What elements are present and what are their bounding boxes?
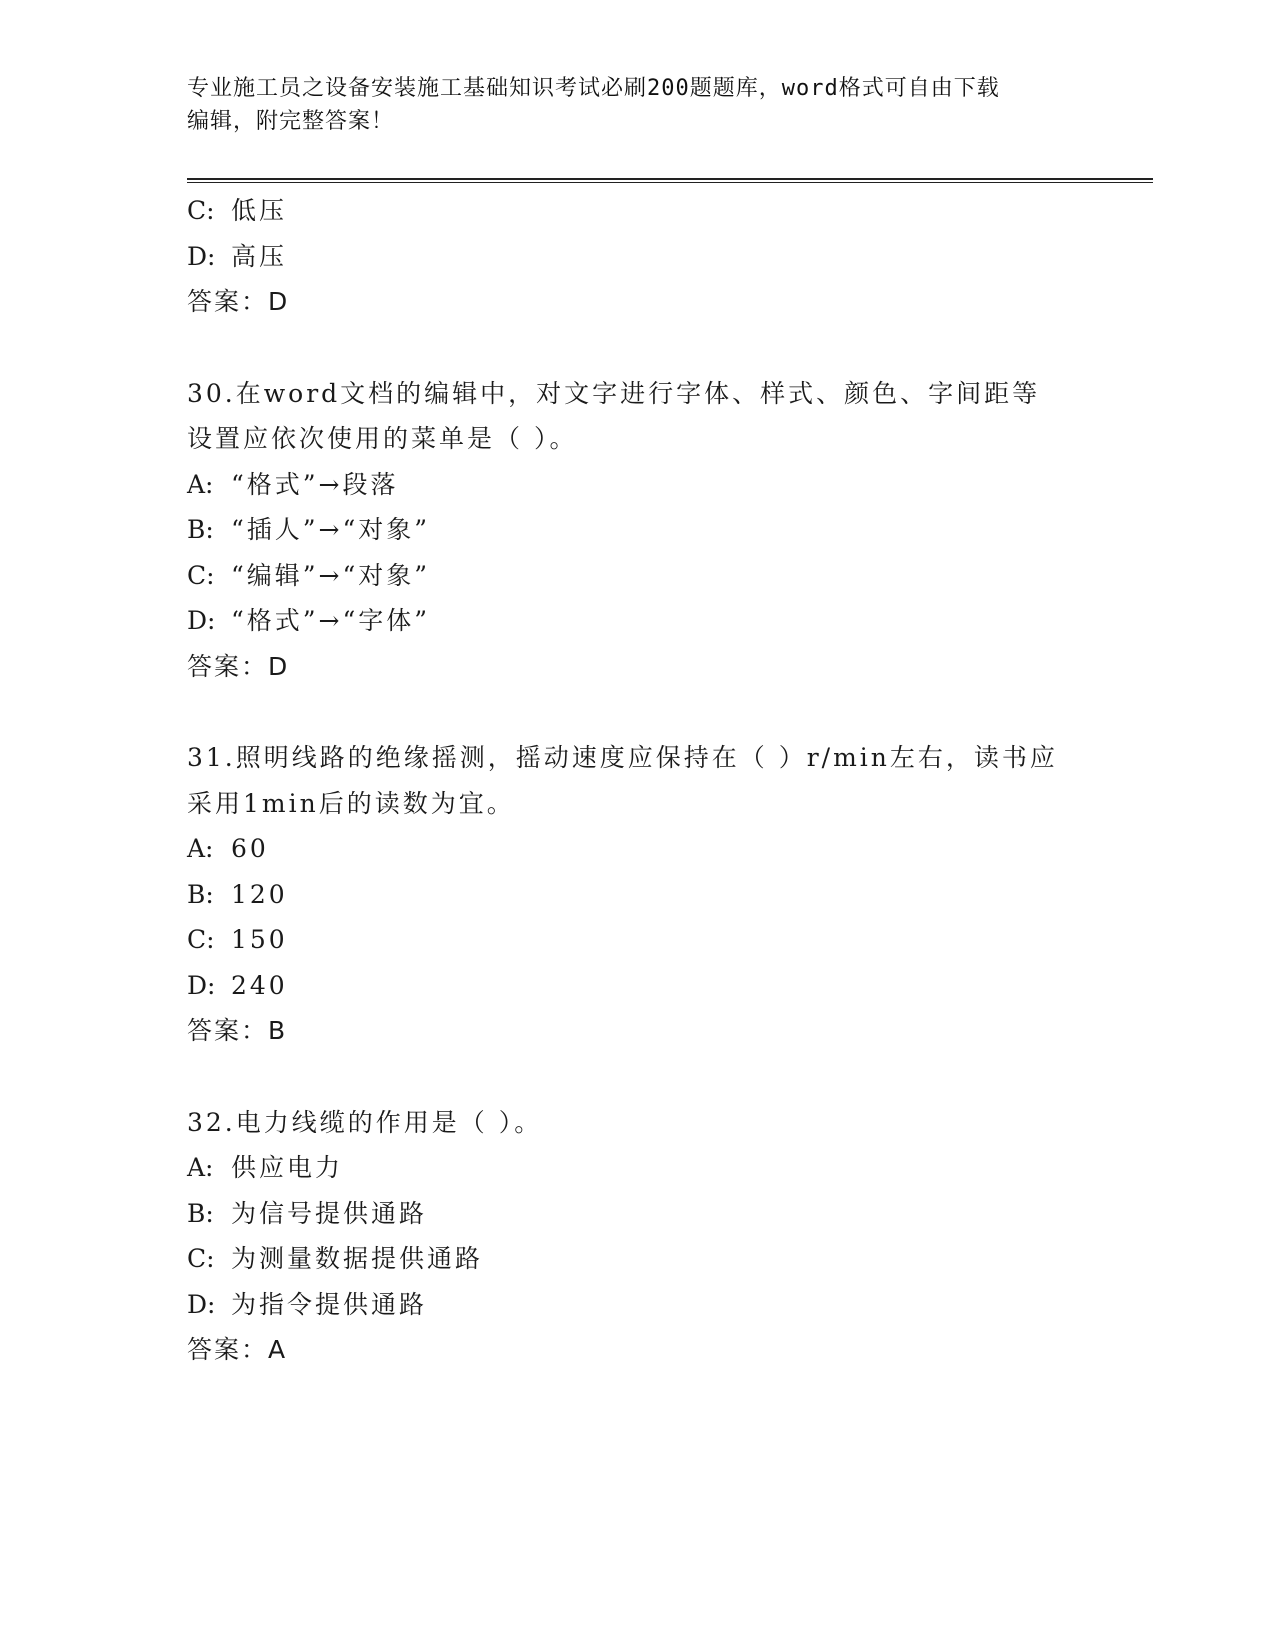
option-text: “格式”→“字体” [231, 606, 431, 635]
option-text: “格式”→段落 [231, 469, 399, 499]
option-a [187, 1145, 1153, 1191]
option-text: 120 [231, 879, 288, 909]
option-d [187, 963, 1153, 1009]
option-letter: B: [187, 879, 214, 909]
option-letter: A: [187, 834, 214, 863]
option-b [187, 1191, 1153, 1237]
option-text: 低压 [231, 196, 288, 225]
option-text: 150 [231, 925, 288, 954]
question-30 [187, 371, 1153, 690]
option-letter: C: [187, 560, 215, 590]
option-b [187, 872, 1153, 918]
option-letter: A: [187, 1153, 214, 1182]
question-text-line-1: 30.在word文档的编辑中，对文字进行字体、样式、颜色、字间距等 [187, 378, 1041, 408]
option-letter: D: [187, 1289, 216, 1319]
option-text: 高压 [231, 241, 288, 271]
header-line-1: 专业施工员之设备安装施工基础知识考试必刷200题题库，word格式可自由下载 [187, 76, 1000, 101]
answer-line: 答案：A [187, 1335, 288, 1364]
option-text: 240 [231, 970, 288, 1000]
option-text: 为指令提供通路 [231, 1289, 428, 1319]
header-line-2: 编辑，附完整答案！ [187, 109, 395, 134]
option-letter: B: [187, 515, 214, 544]
option-b [187, 507, 1153, 553]
option-text: 供应电力 [231, 1153, 344, 1182]
question-text-line-1: 31.照明线路的绝缘摇测，摇动速度应保持在（ ）r/min左右，读书应 [187, 743, 1058, 772]
answer-line: 答案：D [187, 287, 290, 316]
option-a [187, 826, 1153, 872]
option-c [187, 1236, 1153, 1282]
question-32 [187, 1100, 1153, 1373]
option-letter: C: [187, 925, 215, 954]
option-text: “插人”→“对象” [231, 515, 431, 544]
option-text: 60 [231, 834, 269, 863]
option-letter: D: [187, 606, 216, 635]
option-a [187, 462, 1153, 508]
question-text-line-2: 设置应依次使用的菜单是（ ）。 [187, 424, 578, 453]
header-divider-bottom [187, 182, 1153, 183]
option-letter: A: [187, 469, 214, 499]
option-letter: C: [187, 196, 215, 225]
question-29-continuation [187, 188, 1153, 325]
option-text: 为测量数据提供通路 [231, 1244, 484, 1273]
option-text: 为信号提供通路 [231, 1198, 428, 1228]
question-text-line-2: 采用1min后的读数为宜。 [187, 788, 515, 818]
option-d [187, 234, 1153, 280]
question-text-line-1: 32.电力线缆的作用是（ ）。 [187, 1107, 543, 1137]
option-c [187, 188, 1153, 234]
option-text: “编辑”→“对象” [231, 560, 431, 590]
option-letter: D: [187, 241, 216, 271]
option-c [187, 917, 1153, 963]
option-d [187, 1282, 1153, 1328]
option-c [187, 553, 1153, 599]
question-list [187, 188, 1153, 1373]
answer-line: 答案：D [187, 651, 290, 681]
option-d [187, 598, 1153, 644]
option-letter: D: [187, 970, 216, 1000]
document-header [187, 72, 1077, 138]
option-letter: C: [187, 1244, 215, 1273]
header-divider-top [187, 178, 1153, 180]
question-31 [187, 735, 1153, 1054]
option-letter: B: [187, 1198, 214, 1228]
answer-line: 答案：B [187, 1016, 288, 1045]
